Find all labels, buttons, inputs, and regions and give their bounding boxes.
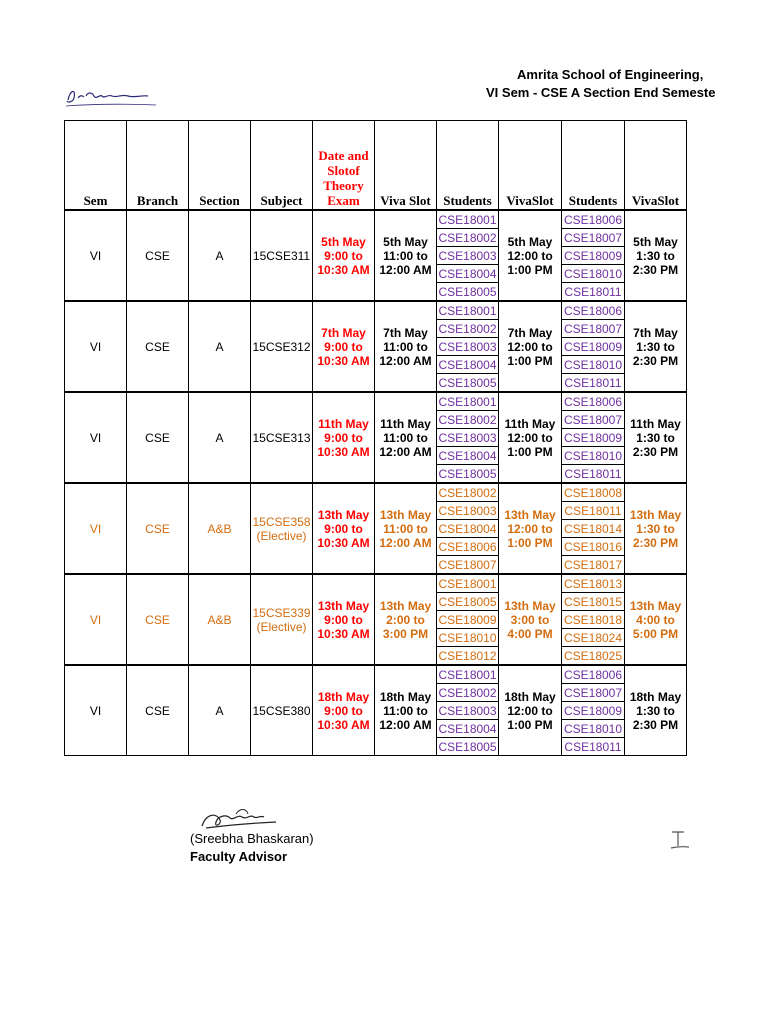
col-header-viva-slot-1: Viva Slot [375,121,437,211]
exam-line: 9:00 to [324,430,363,445]
viva-line: 12:00 to [507,248,553,263]
exam-line: 10:30 AM [317,353,370,368]
sem-cell: VI [65,665,127,756]
student-id-cell: CSE18010 [562,356,625,374]
viva-line: 2:30 PM [632,353,679,368]
student-id-cell: CSE18007 [562,684,625,702]
col-header-section: Section [189,121,251,211]
theory-exam-cell [313,574,375,665]
viva-line: 2:30 PM [632,717,679,732]
theory-exam-cell [313,301,375,392]
col-header-students-2: Students [562,121,625,211]
exam-line: 10:30 AM [317,262,370,277]
student-id-cell: CSE18006 [562,210,625,229]
student-id-cell: CSE18007 [562,229,625,247]
viva-line: 3:00 to [510,612,550,627]
student-id-cell: CSE18018 [562,611,625,629]
student-id-cell: CSE18011 [562,738,625,756]
student-id-cell: CSE18011 [562,465,625,484]
viva-line: 11:00 to [383,248,428,263]
student-id-cell: CSE18002 [438,321,497,336]
branch-cell: CSE [127,392,189,483]
viva-line: 11th May [504,416,556,431]
student-id-cell: CSE18008 [562,483,625,502]
student-id-cell: CSE18010 [562,265,625,283]
student-id-cell: CSE18003 [438,703,497,718]
viva-line: 13th May [504,507,556,522]
subject-cell [251,483,313,574]
viva-line: 5th May [633,234,678,249]
viva-line: 11:00 to [383,703,428,718]
student-id-cell: CSE18010 [562,720,625,738]
subject-cell [251,574,313,665]
viva-line: 13th May [629,598,682,613]
student-id-cell: CSE18005 [437,465,499,484]
student-id-cell: CSE18006 [438,539,497,554]
student-id-cell: CSE18002 [438,230,497,245]
exam-line: 18th May [317,689,370,704]
faculty-advisor-name: (Sreebha Bhaskaran) [190,831,314,846]
viva-line: 13th May [504,598,556,613]
viva-slot-2-cell [499,665,562,756]
viva-slot-3-cell [625,210,687,301]
sem-cell: VI [65,301,127,392]
student-id-cell: CSE18004 [438,448,497,463]
signature-top-left [62,82,162,110]
viva-line: 1:00 PM [507,535,553,550]
viva-slot-1-cell [375,665,437,756]
viva-line: 7th May [633,325,678,340]
student-id-cell: CSE18011 [562,502,625,520]
student-id-cell: CSE18010 [562,447,625,465]
viva-line: 12:00 AM [379,262,432,277]
viva-slot-1-cell [375,483,437,574]
branch-cell: CSE [127,301,189,392]
exam-line: 9:00 to [324,703,363,718]
student-id-cell: CSE18011 [562,374,625,393]
subject-cell: 15CSE312 [251,301,313,392]
viva-line: 12:00 to [507,339,553,354]
viva-line: 2:30 PM [632,535,679,550]
viva-line: 4:00 to [636,612,675,627]
subject-elective-line: (Elective) [256,619,307,634]
student-id-cell: CSE18024 [562,629,625,647]
exam-schedule-table [64,120,687,756]
student-id-cell: CSE18009 [562,338,625,356]
exam-line: 10:30 AM [317,626,370,641]
col-header-branch: Branch [127,121,189,211]
viva-line: 13th May [379,507,432,522]
viva-line: 2:30 PM [632,262,679,277]
viva-slot-3-cell [625,392,687,483]
student-id-cell: CSE18004 [438,357,497,372]
viva-slot-1-cell [375,210,437,301]
viva-line: 11th May [380,416,431,431]
student-id-cell: CSE18003 [438,339,497,354]
viva-slot-3-cell [625,301,687,392]
viva-line: 13th May [379,598,432,613]
viva-line: 11th May [630,416,681,431]
theory-exam-cell [313,665,375,756]
viva-line: 1:00 PM [507,444,553,459]
theory-exam-cell [313,483,375,574]
col-header-sem: Sem [65,121,127,211]
student-id-cell: CSE18005 [437,283,499,302]
student-id-cell: CSE18012 [437,647,499,666]
viva-line: 2:00 to [386,612,425,627]
student-id-cell: CSE18009 [562,702,625,720]
viva-slot-2-cell [499,210,562,301]
viva-slot-1-cell [375,392,437,483]
exam-line: 10:30 AM [317,535,370,550]
student-id-cell: CSE18001 [437,301,499,320]
viva-slot-1-cell [375,301,437,392]
student-id-cell: CSE18006 [562,392,625,411]
viva-line: 1:30 to [636,339,675,354]
student-id-cell: CSE18017 [562,556,625,575]
viva-line: 11:00 to [383,430,428,445]
col-header-theory-exam: Date and Slotof Theory Exam [313,121,375,211]
exam-line: 5th May [321,234,366,249]
viva-slot-2-cell [499,483,562,574]
exam-line: 13th May [317,598,370,613]
exam-line: 9:00 to [324,339,363,354]
section-cell: A&B [189,574,251,665]
viva-line: 12:00 AM [379,535,432,550]
student-id-cell: CSE18001 [437,574,499,593]
faculty-advisor-title: Faculty Advisor [190,849,288,864]
viva-line: 1:30 to [636,248,675,263]
exam-line: 11th May [318,416,369,431]
subject-cell: 15CSE311 [251,210,313,301]
viva-line: 12:00 AM [379,717,432,732]
student-id-cell: CSE18011 [562,283,625,302]
section-cell: A [189,210,251,301]
viva-line: 18th May [629,689,682,704]
viva-line: 7th May [507,325,553,340]
signature-bottom-right [668,826,690,852]
theory-exam-cell [313,210,375,301]
student-id-cell: CSE18006 [562,665,625,684]
student-id-cell: CSE18009 [562,429,625,447]
viva-line: 12:00 to [507,430,553,445]
viva-line: 1:30 to [636,703,675,718]
student-id-cell: CSE18016 [562,538,625,556]
sem-cell: VI [65,392,127,483]
section-cell: A [189,665,251,756]
student-id-cell: CSE18006 [562,301,625,320]
student-id-cell: CSE18004 [438,721,497,736]
student-id-cell: CSE18007 [562,320,625,338]
viva-line: 12:00 AM [379,444,432,459]
student-id-cell: CSE18003 [438,430,497,445]
viva-line: 1:00 PM [507,262,553,277]
exam-line: 9:00 to [324,248,363,263]
col-header-viva-slot-2: VivaSlot [499,121,562,211]
exam-line: 10:30 AM [317,717,370,732]
section-cell: A [189,392,251,483]
exam-line: 9:00 to [324,612,363,627]
student-id-cell: CSE18025 [562,647,625,666]
subject-elective-line: (Elective) [256,528,307,543]
signature-faculty-advisor [196,806,286,832]
viva-line: 18th May [379,689,432,704]
viva-line: 3:00 PM [382,626,429,641]
branch-cell: CSE [127,574,189,665]
viva-line: 5th May [383,234,428,249]
exam-line: 13th May [317,507,370,522]
student-id-cell: CSE18002 [437,483,499,502]
student-id-cell: CSE18004 [438,521,497,536]
viva-slot-2-cell [499,392,562,483]
col-header-subject: Subject [251,121,313,211]
student-id-cell: CSE18005 [438,594,497,609]
subject-cell: 15CSE380 [251,665,313,756]
col-header-students-1: Students [437,121,499,211]
viva-line: 12:00 AM [379,353,432,368]
branch-cell: CSE [127,483,189,574]
student-id-cell: CSE18010 [438,630,497,645]
subject-code-line: 15CSE358 [252,514,311,529]
viva-slot-3-cell [625,483,687,574]
viva-line: 4:00 PM [507,626,553,641]
viva-line: 5th May [507,234,553,249]
sem-cell: VI [65,574,127,665]
viva-line: 2:30 PM [632,444,679,459]
student-id-cell: CSE18001 [437,392,499,411]
student-id-cell: CSE18014 [562,520,625,538]
viva-line: 12:00 to [507,703,553,718]
sem-cell: VI [65,483,127,574]
viva-line: 13th May [629,507,682,522]
school-name: Amrita School of Engineering, [517,67,704,82]
student-id-cell: CSE18001 [437,210,499,229]
viva-slot-1-cell [375,574,437,665]
viva-slot-3-cell [625,574,687,665]
sem-cell: VI [65,210,127,301]
viva-slot-3-cell [625,665,687,756]
student-id-cell: CSE18009 [562,247,625,265]
viva-line: 7th May [383,325,428,340]
student-id-cell: CSE18003 [438,503,497,518]
student-id-cell: CSE18005 [437,374,499,393]
student-id-cell: CSE18004 [438,266,497,281]
col-header-viva-slot-3: VivaSlot [625,121,687,211]
viva-line: 12:00 to [507,521,553,536]
viva-slot-2-cell [499,574,562,665]
student-id-cell: CSE18005 [438,739,497,754]
viva-line: 5:00 PM [632,626,679,641]
viva-line: 18th May [504,689,556,704]
theory-exam-cell [313,392,375,483]
subject-code-line: 15CSE339 [252,605,311,620]
viva-slot-2-cell [499,301,562,392]
viva-line: 1:30 to [636,521,675,536]
student-id-cell: CSE18007 [562,411,625,429]
section-cell: A [189,301,251,392]
student-id-cell: CSE18007 [437,556,499,575]
section-cell: A&B [189,483,251,574]
branch-cell: CSE [127,665,189,756]
student-id-cell: CSE18001 [437,665,499,684]
student-id-cell: CSE18015 [562,593,625,611]
viva-line: 11:00 to [383,521,428,536]
document-title: VI Sem - CSE A Section End Semeste [486,85,716,100]
subject-cell: 15CSE313 [251,392,313,483]
student-id-cell: CSE18002 [438,685,497,700]
student-id-cell: CSE18002 [438,412,497,427]
viva-line: 1:00 PM [507,717,553,732]
student-id-cell: CSE18003 [438,248,497,263]
exam-line: 10:30 AM [317,444,370,459]
exam-line: 9:00 to [324,521,363,536]
branch-cell: CSE [127,210,189,301]
viva-line: 11:00 to [383,339,428,354]
student-id-cell: CSE18013 [562,574,625,593]
viva-line: 1:00 PM [507,353,553,368]
student-id-cell: CSE18009 [438,612,497,627]
viva-line: 1:30 to [636,430,675,445]
exam-line: 7th May [321,325,366,340]
